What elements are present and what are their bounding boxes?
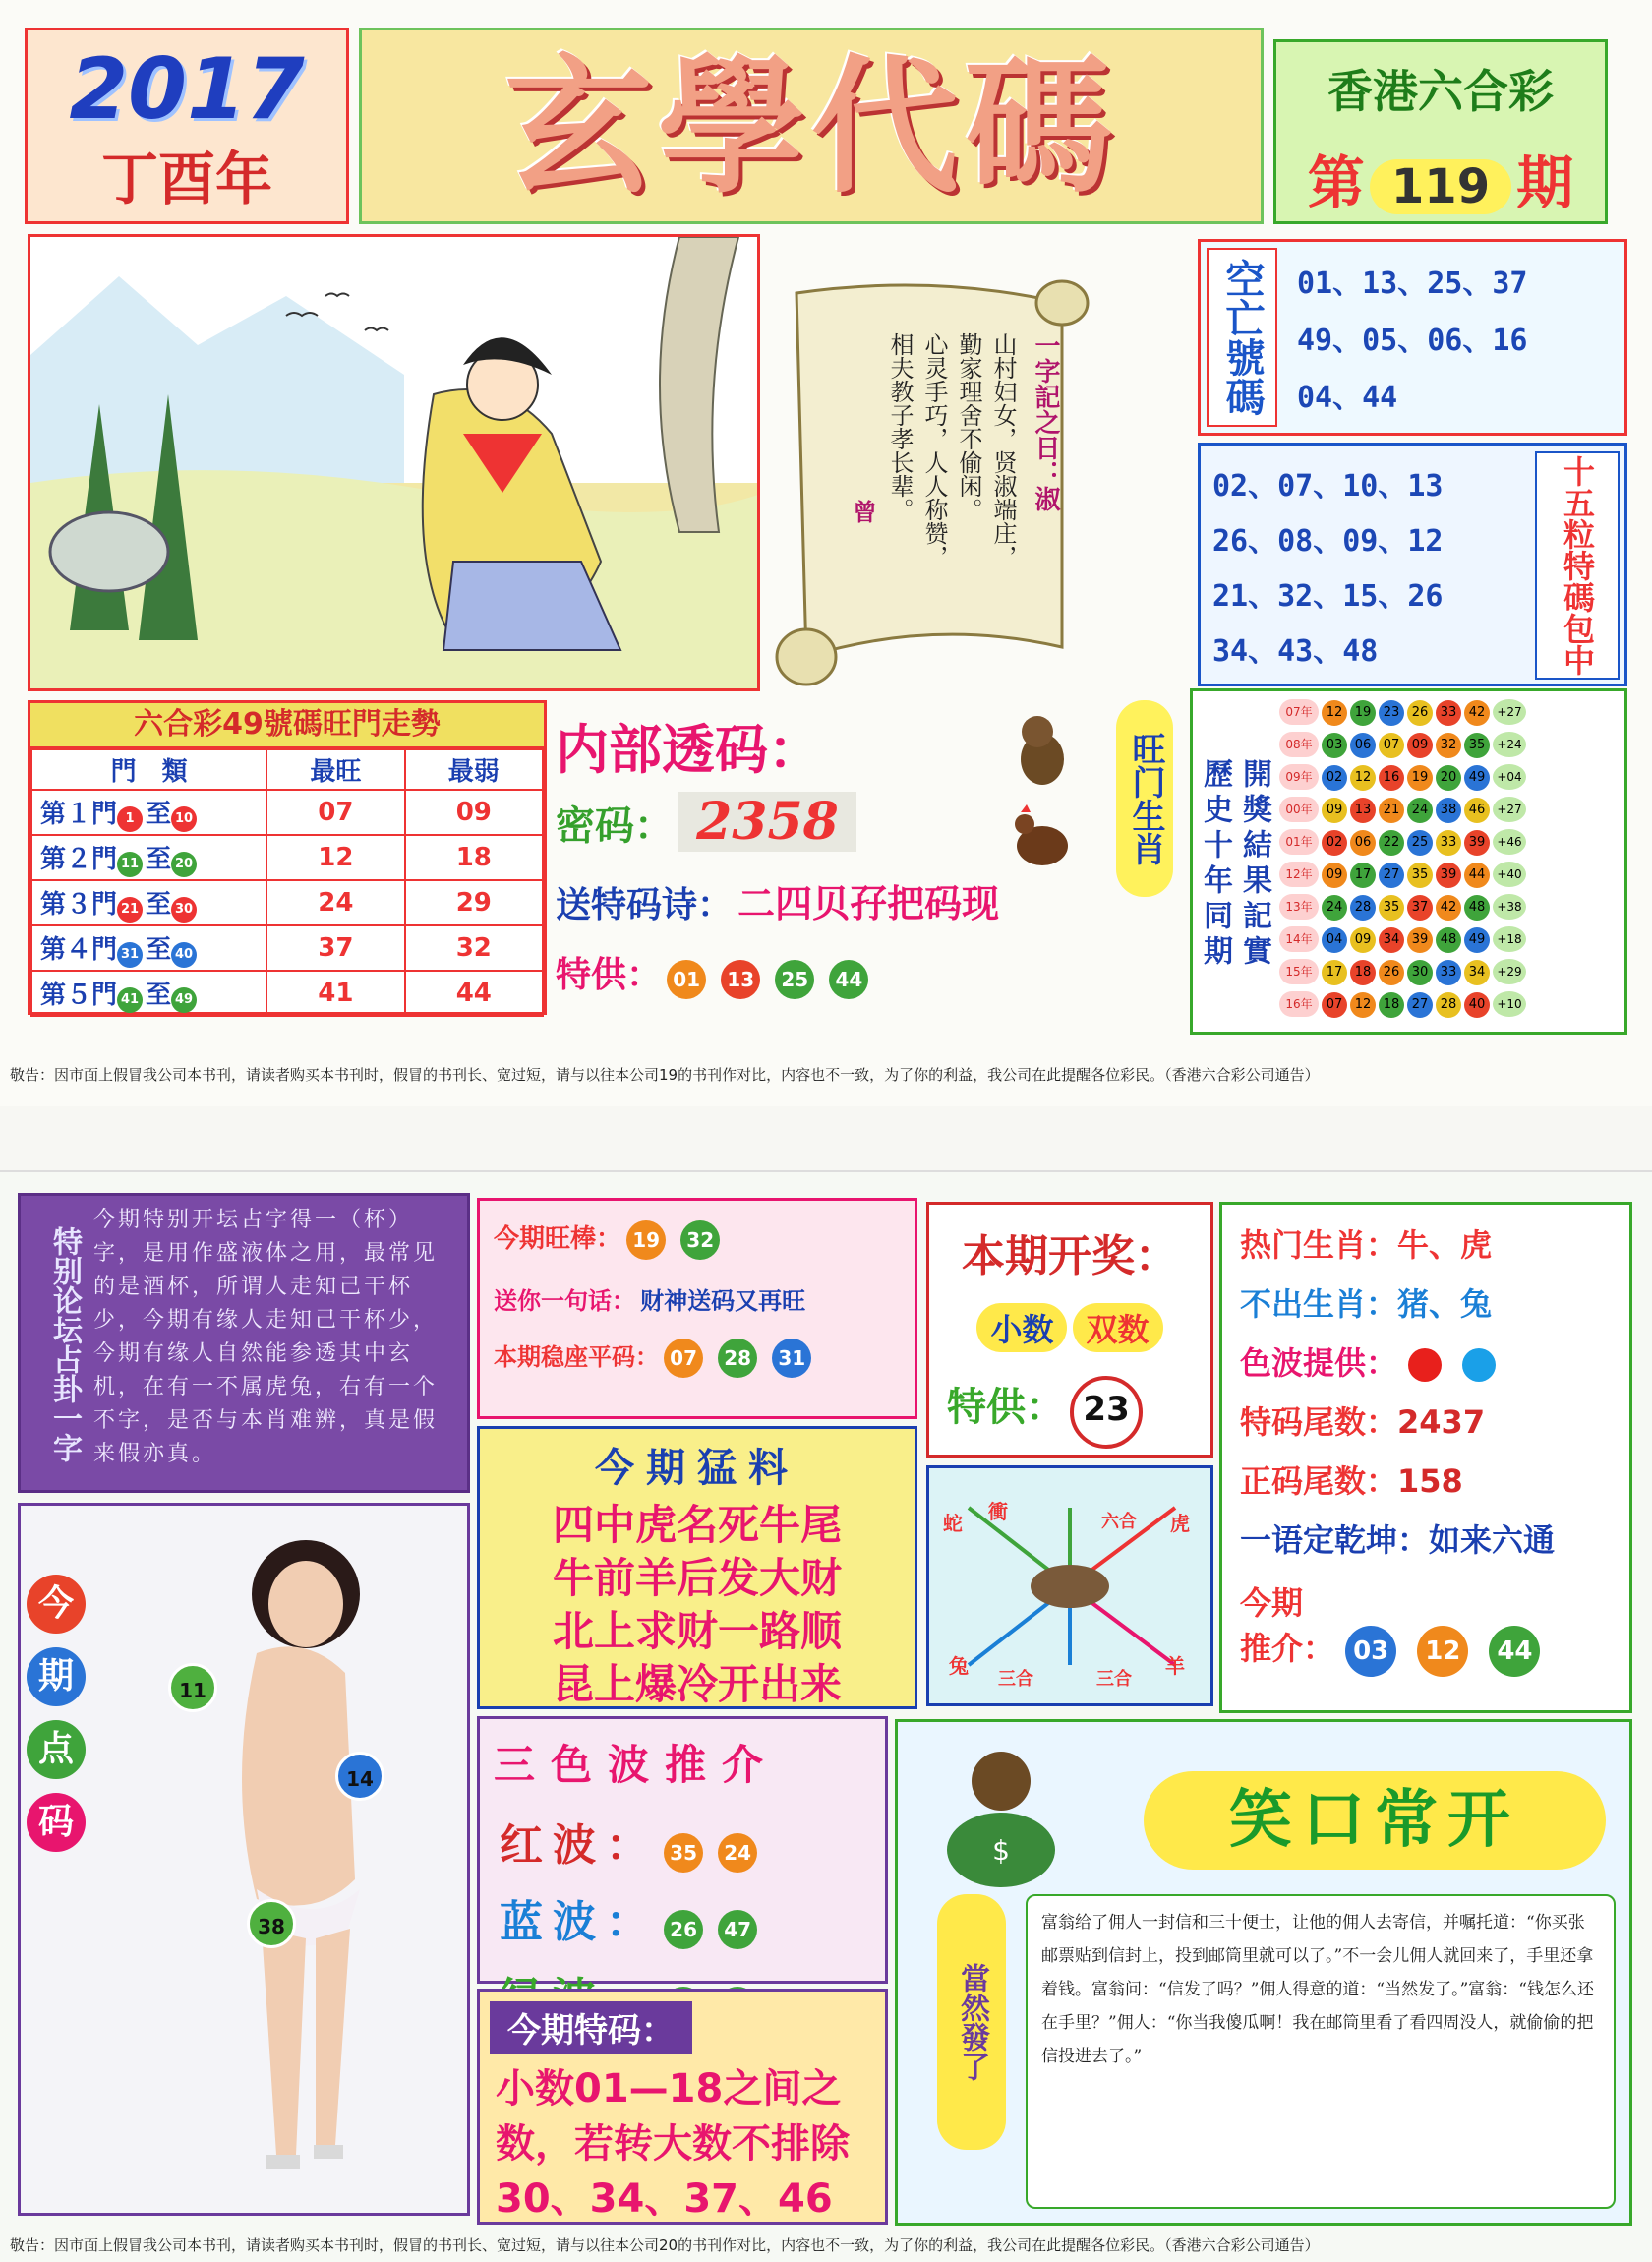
history-number: 12 <box>1350 992 1376 1018</box>
trend-row-label: 第４門 <box>40 934 118 965</box>
history-number: 46 <box>1464 798 1490 823</box>
girl-ball-1: 11 <box>168 1663 217 1712</box>
draw-small: 小数 <box>976 1303 1067 1352</box>
scroll-poem-2: 勤家理舍不偷闲。 <box>955 332 982 521</box>
phrase-value: 如来六通 <box>1429 1521 1556 1559</box>
hot-material-title: 今期猛料 <box>595 1446 799 1491</box>
trend-row-conj: 至 <box>146 799 172 829</box>
svg-text:$: $ <box>992 1834 1010 1867</box>
trend-header-cold: 最弱 <box>405 749 543 790</box>
trend-row-from: 41 <box>117 987 143 1013</box>
issue-prefix: 第 <box>1307 149 1365 216</box>
fifteen-list <box>1212 459 1517 680</box>
history-row <box>1279 991 1623 1024</box>
history-number: 42 <box>1436 895 1461 921</box>
hot-zodiac-label: 热门生肖： <box>1240 1226 1398 1264</box>
hot-line-4: 昆上爆冷开出来 <box>552 1660 842 1708</box>
trend-table-panel <box>28 700 547 1015</box>
history-number: 20 <box>1436 765 1461 791</box>
history-number: 18 <box>1350 960 1376 985</box>
history-number: 19 <box>1350 700 1376 726</box>
inside-title: 内部透码： <box>556 719 821 781</box>
history-number: 33 <box>1436 960 1461 985</box>
recommend-ball-3: 44 <box>1489 1626 1540 1677</box>
trend-row-from: 11 <box>117 852 143 877</box>
recommend-ball-1: 03 <box>1345 1626 1396 1677</box>
flat-ball-2: 28 <box>718 1339 757 1378</box>
hot-row <box>494 1219 914 1260</box>
phrase-label: 一语定乾坤： <box>1240 1521 1430 1559</box>
brand-box <box>1273 39 1608 224</box>
history-number: 38 <box>1436 798 1461 823</box>
hot-line-2: 牛前羊后发大财 <box>552 1554 842 1602</box>
scroll-signature: 曾 <box>849 500 877 523</box>
special-code-text: 小数01—18之间之数，若转大数不排除30、34、37、46 <box>496 2066 850 2222</box>
history-number: 06 <box>1350 830 1376 856</box>
color-label: 色波提供： <box>1240 1344 1398 1382</box>
history-special: +04 <box>1493 764 1526 790</box>
history-row <box>1279 959 1623 991</box>
mid-info-panel <box>477 1198 917 1419</box>
history-number: 35 <box>1379 895 1404 921</box>
zodiac-label: 旺门生肖 <box>1116 700 1173 897</box>
trend-table-title: 六合彩49號碼旺門走勢 <box>30 703 544 748</box>
color-red-dot <box>1408 1348 1442 1382</box>
girl-title-column <box>27 1575 95 1852</box>
hot-label: 今期旺棒： <box>494 1224 622 1254</box>
history-year: 01年 <box>1279 829 1319 855</box>
trend-row-hot: 41 <box>266 971 404 1016</box>
history-number: 09 <box>1322 863 1347 888</box>
trend-row-cold: 18 <box>405 835 543 880</box>
history-number: 09 <box>1322 798 1347 823</box>
trend-row-hot: 37 <box>266 925 404 971</box>
history-row <box>1279 894 1623 926</box>
trend-row-label: 第１門 <box>40 799 118 829</box>
trend-header-hot: 最旺 <box>266 749 404 790</box>
draw-panel <box>926 1202 1213 1458</box>
blue-wave-label: 蓝波： <box>500 1897 659 1947</box>
history-number: 09 <box>1350 927 1376 953</box>
trend-row-from: 1 <box>117 806 143 832</box>
title-banner <box>359 28 1264 224</box>
trend-row <box>31 971 543 1016</box>
history-number: 16 <box>1379 765 1404 791</box>
blue-wave-ball-2: 47 <box>718 1910 757 1949</box>
history-panel <box>1190 688 1627 1035</box>
history-rows <box>1279 699 1623 1024</box>
main-tail-label: 正码尾数： <box>1240 1462 1398 1500</box>
hot-material-lines <box>480 1499 914 1711</box>
inside-special-label: 特供： <box>556 955 663 995</box>
history-number: 26 <box>1379 960 1404 985</box>
history-special: +10 <box>1493 991 1526 1017</box>
history-number: 27 <box>1407 992 1433 1018</box>
girl-ball-2: 14 <box>335 1752 384 1801</box>
girl-title-char-2: 期 <box>27 1647 86 1706</box>
history-number: 13 <box>1350 798 1376 823</box>
history-row <box>1279 797 1623 829</box>
draw-special-ball: 23 <box>1070 1376 1143 1449</box>
history-sub: 開獎結果記實 <box>1237 758 1271 971</box>
compass-panel <box>926 1465 1213 1706</box>
painting-panel <box>28 234 760 691</box>
three-colors-title: 三色波推介 <box>494 1741 780 1789</box>
flat-label: 本期稳座平码： <box>494 1343 659 1371</box>
special-code-panel <box>477 1989 888 2225</box>
trend-row <box>31 880 543 925</box>
tail-row <box>1240 1398 1629 1443</box>
history-special: +27 <box>1493 797 1526 822</box>
inside-poem-text: 二四贝孖把码现 <box>738 882 1000 925</box>
history-number: 22 <box>1379 830 1404 856</box>
trend-row-to: 30 <box>171 897 197 923</box>
compass-label-6: 三合 <box>998 1669 1033 1690</box>
history-number: 37 <box>1407 895 1433 921</box>
compass-label-3: 六合 <box>1101 1512 1137 1532</box>
scroll-poem-4: 相夫教子孝长辈。 <box>886 332 914 521</box>
history-number: 40 <box>1464 992 1490 1018</box>
trend-row-to: 20 <box>171 852 197 877</box>
trend-row-to: 40 <box>171 942 197 968</box>
history-special: +24 <box>1493 732 1526 757</box>
history-year: 16年 <box>1279 991 1319 1017</box>
hot-ball-2: 32 <box>680 1220 720 1260</box>
history-number: 23 <box>1379 700 1404 726</box>
trend-row-conj: 至 <box>146 889 172 920</box>
notice-bottom: 敬告：因市面上假冒我公司本书刊，请读者购买本书刊时，假冒的书刊长、宽过短，请与以往本公司20的书刊作对比，内容也不一致，为了你的利益，我公司在此提醒各位彩民。（香港六合彩公司通告） <box>10 2236 1320 2254</box>
forum-text: 今期特别开坛占字得一（杯）字，是用作盛液体之用，最常见的是酒杯，所谓人走知己干杯少，今期有缘人走知己干杯少，今期有缘人自然能参透其中玄机，在有一不属虎兔，右有一个不字，是否与本肖难辨，真是假来假亦真。 <box>93 1208 439 1466</box>
history-year: 15年 <box>1279 959 1319 984</box>
special-ball-3: 25 <box>775 960 814 999</box>
trend-row-conj: 至 <box>146 980 172 1010</box>
history-number: 28 <box>1436 992 1461 1018</box>
girl-title-char-3: 点 <box>27 1720 86 1779</box>
trend-table <box>30 748 544 1017</box>
compass-label-2: 衝 <box>988 1500 1008 1523</box>
trend-row-type <box>31 971 266 1016</box>
history-year: 12年 <box>1279 862 1319 887</box>
trend-row-to: 10 <box>171 806 197 832</box>
history-number: 27 <box>1379 863 1404 888</box>
history-year: 08年 <box>1279 732 1319 757</box>
joke-panel <box>895 1719 1632 2226</box>
color-row <box>1240 1339 1629 1384</box>
joke-text: 富翁给了佣人一封信和三十便士，让他的佣人去寄信，并嘱托道：“你买张邮票贴到信封上，投到邮筒里就可以了。”不一会儿佣人就回来了，手里还拿着钱。富翁问：“信发了吗？”佣人得意的道：“当然发了。”富翁：“钱怎么还在手里？”佣人：“你当我傻瓜啊！我在邮筒里看了看四周没人，就偷偷的把信投进去了。” <box>1026 1894 1616 2209</box>
compass-label-8: 羊 <box>1165 1654 1185 1678</box>
history-number: 04 <box>1322 927 1347 953</box>
hot-ball-1: 19 <box>626 1220 666 1260</box>
scroll-poem-1: 山村妇女，贤淑端庄， <box>989 332 1017 568</box>
trend-row-cold: 09 <box>405 790 543 835</box>
history-number: 07 <box>1379 733 1404 758</box>
history-number: 49 <box>1464 765 1490 791</box>
inside-code-panel <box>556 700 1185 1025</box>
red-wave-ball-2: 24 <box>718 1833 757 1873</box>
inside-poem-row <box>556 873 1185 927</box>
trend-row-cold: 44 <box>405 971 543 1016</box>
issue-suffix: 期 <box>1516 149 1574 216</box>
fifteen-row-1: 02、07、10、13 <box>1212 469 1444 504</box>
history-special: +27 <box>1493 699 1526 725</box>
history-number: 42 <box>1464 700 1490 726</box>
history-special: +40 <box>1493 862 1526 887</box>
not-out-label: 不出生肖： <box>1240 1285 1398 1323</box>
fifteen-row-3: 21、32、15、26 <box>1212 579 1444 614</box>
history-number: 25 <box>1407 830 1433 856</box>
history-number: 24 <box>1407 798 1433 823</box>
hot-zodiac-row <box>1240 1220 1629 1266</box>
inside-code-value: 2358 <box>678 792 856 852</box>
history-year: 07年 <box>1279 699 1319 725</box>
trend-row-hot: 12 <box>266 835 404 880</box>
history-number: 39 <box>1436 863 1461 888</box>
inside-code-label: 密码： <box>556 804 674 849</box>
history-number: 48 <box>1464 895 1490 921</box>
main-tail-row <box>1240 1457 1629 1502</box>
fifteen-panel <box>1198 443 1627 686</box>
trend-row-label: 第２門 <box>40 844 118 874</box>
hidden-row-1: 01、13、25、37 <box>1297 267 1528 301</box>
trend-row-to: 49 <box>171 987 197 1013</box>
hidden-numbers-title: 空亡號碼 <box>1207 248 1277 427</box>
history-number: 17 <box>1350 863 1376 888</box>
history-number: 33 <box>1436 700 1461 726</box>
red-wave-row <box>500 1810 885 1873</box>
history-year: 13年 <box>1279 894 1319 920</box>
joke-side: 當然發了 <box>937 1894 1006 2150</box>
history-row <box>1279 699 1623 732</box>
compass-label-4: 虎 <box>1170 1512 1190 1535</box>
tail-label: 特码尾数： <box>1240 1403 1398 1441</box>
history-number: 35 <box>1407 863 1433 888</box>
history-number: 02 <box>1322 765 1347 791</box>
history-row <box>1279 732 1623 764</box>
draw-double: 双数 <box>1073 1303 1163 1352</box>
inside-special-row <box>556 947 1185 999</box>
trend-row-from: 31 <box>117 942 143 968</box>
color-blue-dot <box>1462 1348 1496 1382</box>
trend-row-label: 第３門 <box>40 889 118 920</box>
three-colors-panel <box>477 1716 888 1984</box>
history-number: 30 <box>1407 960 1433 985</box>
trend-row-cold: 29 <box>405 880 543 925</box>
flat-row <box>494 1338 914 1378</box>
history-title: 歷史十年同期 <box>1198 758 1232 971</box>
history-special: +18 <box>1493 926 1526 952</box>
history-number: 39 <box>1464 830 1490 856</box>
main-tail-value: 158 <box>1397 1462 1463 1500</box>
special-ball-4: 44 <box>829 960 868 999</box>
red-wave-ball-1: 35 <box>664 1833 703 1873</box>
rooster-icon <box>1003 799 1082 877</box>
history-special: +29 <box>1493 959 1526 984</box>
draw-special-row <box>947 1376 1210 1449</box>
history-row <box>1279 764 1623 797</box>
history-number: 21 <box>1379 798 1404 823</box>
history-number: 19 <box>1407 765 1433 791</box>
draw-special-label: 特供： <box>947 1385 1065 1430</box>
trend-row-type <box>31 835 266 880</box>
trend-row-conj: 至 <box>146 844 172 874</box>
history-year: 14年 <box>1279 926 1319 952</box>
saying-row <box>494 1281 914 1316</box>
saying-label: 送你一句话： <box>494 1287 635 1315</box>
recommend-ball-2: 12 <box>1417 1626 1468 1677</box>
special-ball-2: 13 <box>721 960 760 999</box>
history-row <box>1279 829 1623 862</box>
history-number: 12 <box>1350 765 1376 791</box>
forum-panel <box>18 1193 470 1493</box>
tail-value: 2437 <box>1397 1403 1486 1441</box>
special-code-title: 今期特码： <box>490 2001 692 2054</box>
hidden-numbers-list <box>1297 256 1622 427</box>
trend-row-hot: 24 <box>266 880 404 925</box>
trend-row-hot: 07 <box>266 790 404 835</box>
recommend-label-1: 今期 <box>1240 1584 1304 1622</box>
fifteen-title: 十五粒特碼包中 <box>1535 451 1620 680</box>
brand-text: 香港六合彩 <box>1328 65 1554 118</box>
trend-row-from: 21 <box>117 897 143 923</box>
main-title: 玄學代碼 <box>503 40 1118 213</box>
fifteen-row-4: 34、43、48 <box>1212 634 1379 669</box>
history-row <box>1279 926 1623 959</box>
history-number: 44 <box>1464 863 1490 888</box>
blue-wave-row <box>500 1886 885 1949</box>
flat-ball-3: 31 <box>772 1339 811 1378</box>
issue-line <box>1276 137 1605 219</box>
draw-tags <box>929 1303 1210 1352</box>
scroll-heading: 一字記之日：淑 <box>1031 332 1060 511</box>
compass-label-1: 蛇 <box>943 1512 963 1535</box>
draw-title: 本期开奖： <box>962 1231 1178 1281</box>
history-special: +46 <box>1493 829 1526 855</box>
history-number: 26 <box>1407 700 1433 726</box>
hot-zodiac-value: 牛、虎 <box>1397 1226 1493 1264</box>
trend-header-type: 門 類 <box>31 749 266 790</box>
history-number: 24 <box>1322 895 1347 921</box>
girl-ball-3: 38 <box>247 1899 296 1948</box>
trend-row-type <box>31 925 266 971</box>
flat-ball-1: 07 <box>664 1339 703 1378</box>
not-out-value: 猪、兔 <box>1397 1285 1493 1323</box>
history-number: 35 <box>1464 733 1490 758</box>
history-row <box>1279 862 1623 894</box>
history-number: 12 <box>1322 700 1347 726</box>
history-number: 34 <box>1379 927 1404 953</box>
status-panel <box>1219 1202 1632 1713</box>
history-number: 07 <box>1322 992 1347 1018</box>
inside-code-row <box>556 792 1185 852</box>
hot-material-panel <box>477 1426 917 1709</box>
history-number: 17 <box>1322 960 1347 985</box>
trend-row <box>31 790 543 835</box>
history-year: 00年 <box>1279 797 1319 822</box>
hidden-row-2: 49、05、06、16 <box>1297 324 1528 358</box>
trend-row-cold: 32 <box>405 925 543 971</box>
history-number: 32 <box>1436 733 1461 758</box>
history-number: 18 <box>1379 992 1404 1018</box>
trend-row-type <box>31 790 266 835</box>
history-number: 09 <box>1407 733 1433 758</box>
joke-title: 笑口常开 <box>1144 1771 1606 1870</box>
history-number: 03 <box>1322 733 1347 758</box>
history-number: 28 <box>1350 895 1376 921</box>
recommend-label-2: 推介： <box>1240 1630 1335 1667</box>
not-out-row <box>1240 1280 1629 1325</box>
history-number: 02 <box>1322 830 1347 856</box>
compass-label-5: 兔 <box>949 1654 969 1678</box>
inside-poem-label: 送特码诗： <box>556 885 734 925</box>
hidden-row-3: 04、44 <box>1297 381 1398 415</box>
trend-row-conj: 至 <box>146 934 172 965</box>
history-special: +38 <box>1493 894 1526 920</box>
hot-line-1: 四中虎名死牛尾 <box>552 1501 842 1549</box>
girl-title-char-4: 码 <box>27 1793 86 1852</box>
trend-row-label: 第５門 <box>40 980 118 1010</box>
trend-row <box>31 925 543 971</box>
history-number: 49 <box>1464 927 1490 953</box>
blue-wave-ball-1: 26 <box>664 1910 703 1949</box>
phrase-row <box>1240 1516 1629 1561</box>
history-number: 48 <box>1436 927 1461 953</box>
scroll-panel <box>767 273 1101 706</box>
history-number: 33 <box>1436 830 1461 856</box>
trend-row <box>31 835 543 880</box>
special-ball-1: 01 <box>667 960 706 999</box>
compass-label-7: 三合 <box>1096 1669 1132 1690</box>
history-year: 09年 <box>1279 764 1319 790</box>
notice-top: 敬告：因市面上假冒我公司本书刊，请读者购买本书刊时，假冒的书刊长、宽过短，请与以往本公司19的书刊作对比，内容也不一致，为了你的利益，我公司在此提醒各位彩民。（香港六合彩公司通告） <box>10 1066 1320 1084</box>
trend-row-type <box>31 880 266 925</box>
fifteen-row-2: 26、08、09、12 <box>1212 524 1444 559</box>
monkey-icon <box>1008 710 1077 789</box>
year-badge <box>25 28 349 224</box>
painting-illustration <box>30 237 760 691</box>
girl-panel <box>18 1503 470 2216</box>
red-wave-label: 红波： <box>500 1820 659 1871</box>
history-number: 39 <box>1407 927 1433 953</box>
history-number: 06 <box>1350 733 1376 758</box>
scroll-poem-3: 心灵手巧，人人称赞， <box>920 332 948 568</box>
history-number: 34 <box>1464 960 1490 985</box>
saying-text: 财神送码又再旺 <box>640 1287 806 1315</box>
money-man-icon <box>937 1742 1065 1889</box>
hot-line-3: 北上求财一路顺 <box>552 1607 842 1655</box>
year-text: 2017 <box>69 40 305 139</box>
girl-title-char-1: 今 <box>27 1575 86 1634</box>
issue-number: 119 <box>1370 159 1511 214</box>
lunar-year-text: 丁酉年 <box>100 146 272 212</box>
recommend-row <box>1240 1624 1629 1677</box>
hidden-numbers-panel <box>1198 239 1627 436</box>
forum-title: 特别论坛占卦一字 <box>47 1225 82 1462</box>
